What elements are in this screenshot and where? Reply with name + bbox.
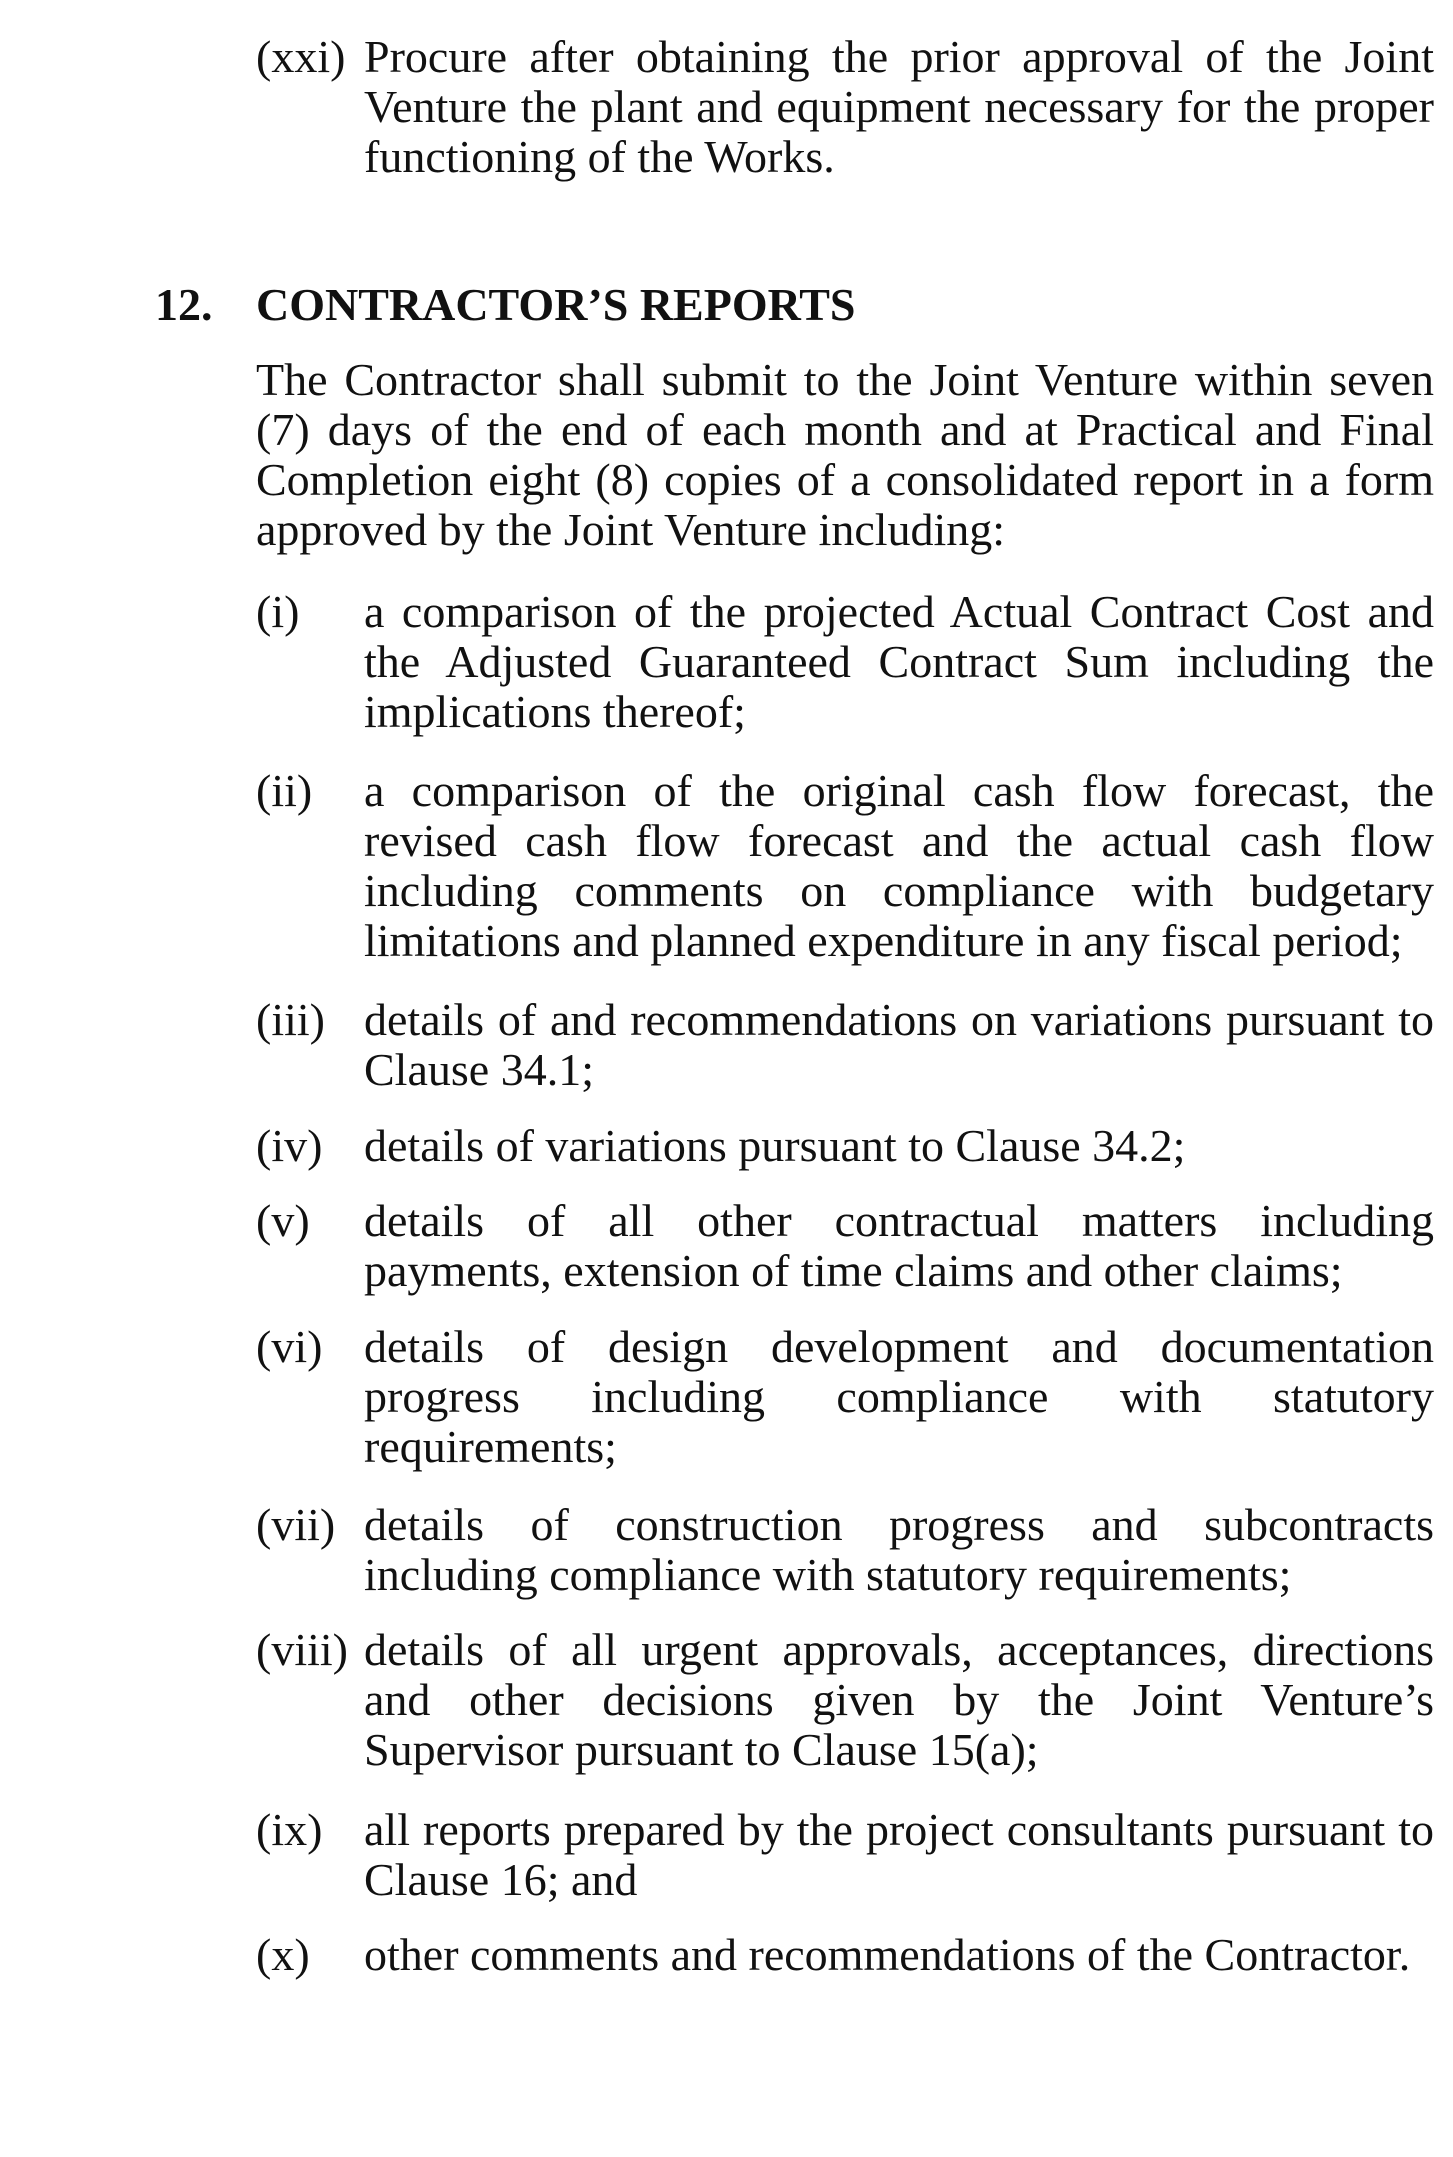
report-item-text: other comments and recommendations of the Contractor. <box>364 1929 1411 1980</box>
section-heading <box>155 280 1434 330</box>
report-item-iii <box>256 995 1434 1095</box>
report-item-number: (iv) <box>256 1120 323 1171</box>
section-intro: The Contractor shall submit to the Joint Venture within seven (7) days of the end of each month and at Practical and Final Completion eight (8) copies of a consolidated report in a form approved by the Joint Venture including: <box>256 354 1434 555</box>
report-item-number: (vi) <box>256 1321 323 1372</box>
section-title: CONTRACTOR’S REPORTS <box>256 279 856 330</box>
report-item-number: (vii) <box>256 1499 336 1550</box>
report-item-number: (ii) <box>256 765 313 816</box>
report-item-i <box>256 587 1434 737</box>
report-item-text: details of all other contractual matters including payments, extension of time claims and other claims; <box>364 1195 1434 1296</box>
report-item-text: details of construction progress and subcontracts including compliance with statutory requirements; <box>364 1499 1434 1600</box>
report-item-x <box>256 1930 1434 1980</box>
report-item-vi <box>256 1322 1434 1472</box>
report-item-v <box>256 1196 1434 1296</box>
report-item-iv <box>256 1121 1434 1171</box>
report-item-number: (v) <box>256 1195 310 1246</box>
clause-item-number: (xxi) <box>256 31 346 82</box>
section-number: 12. <box>155 279 213 330</box>
report-item-text: details of all urgent approvals, acceptances, directions and other decisions given by the Joint Venture’s Supervisor pursuant to Clause 15(a); <box>364 1624 1434 1775</box>
report-item-number: (i) <box>256 586 300 637</box>
report-item-text: all reports prepared by the project consultants pursuant to Clause 16; and <box>364 1804 1434 1905</box>
report-item-number: (viii) <box>256 1624 348 1675</box>
report-item-text: details of and recommendations on variations pursuant to Clause 34.1; <box>364 994 1434 1095</box>
clause-item-text: Procure after obtaining the prior approval of the Joint Venture the plant and equipment necessary for the proper functioning of the Works. <box>364 31 1434 182</box>
report-item-number: (iii) <box>256 994 325 1045</box>
report-item-ix <box>256 1805 1434 1905</box>
report-item-number: (x) <box>256 1929 310 1980</box>
report-item-viii <box>256 1625 1434 1775</box>
clause-item-xxi <box>256 32 1434 182</box>
report-item-text: a comparison of the projected Actual Contract Cost and the Adjusted Guaranteed Contract Sum including the implications thereof; <box>364 586 1434 737</box>
report-item-ii <box>256 766 1434 966</box>
report-item-vii <box>256 1500 1434 1600</box>
report-item-number: (ix) <box>256 1804 323 1855</box>
report-item-text: a comparison of the original cash flow forecast, the revised cash flow forecast and the actual cash flow including comments on compliance with budgetary limitations and planned expenditure in any fiscal period; <box>364 765 1434 966</box>
report-item-text: details of variations pursuant to Clause 34.2; <box>364 1120 1186 1171</box>
report-item-text: details of design development and documentation progress including compliance with statutory requirements; <box>364 1321 1434 1472</box>
